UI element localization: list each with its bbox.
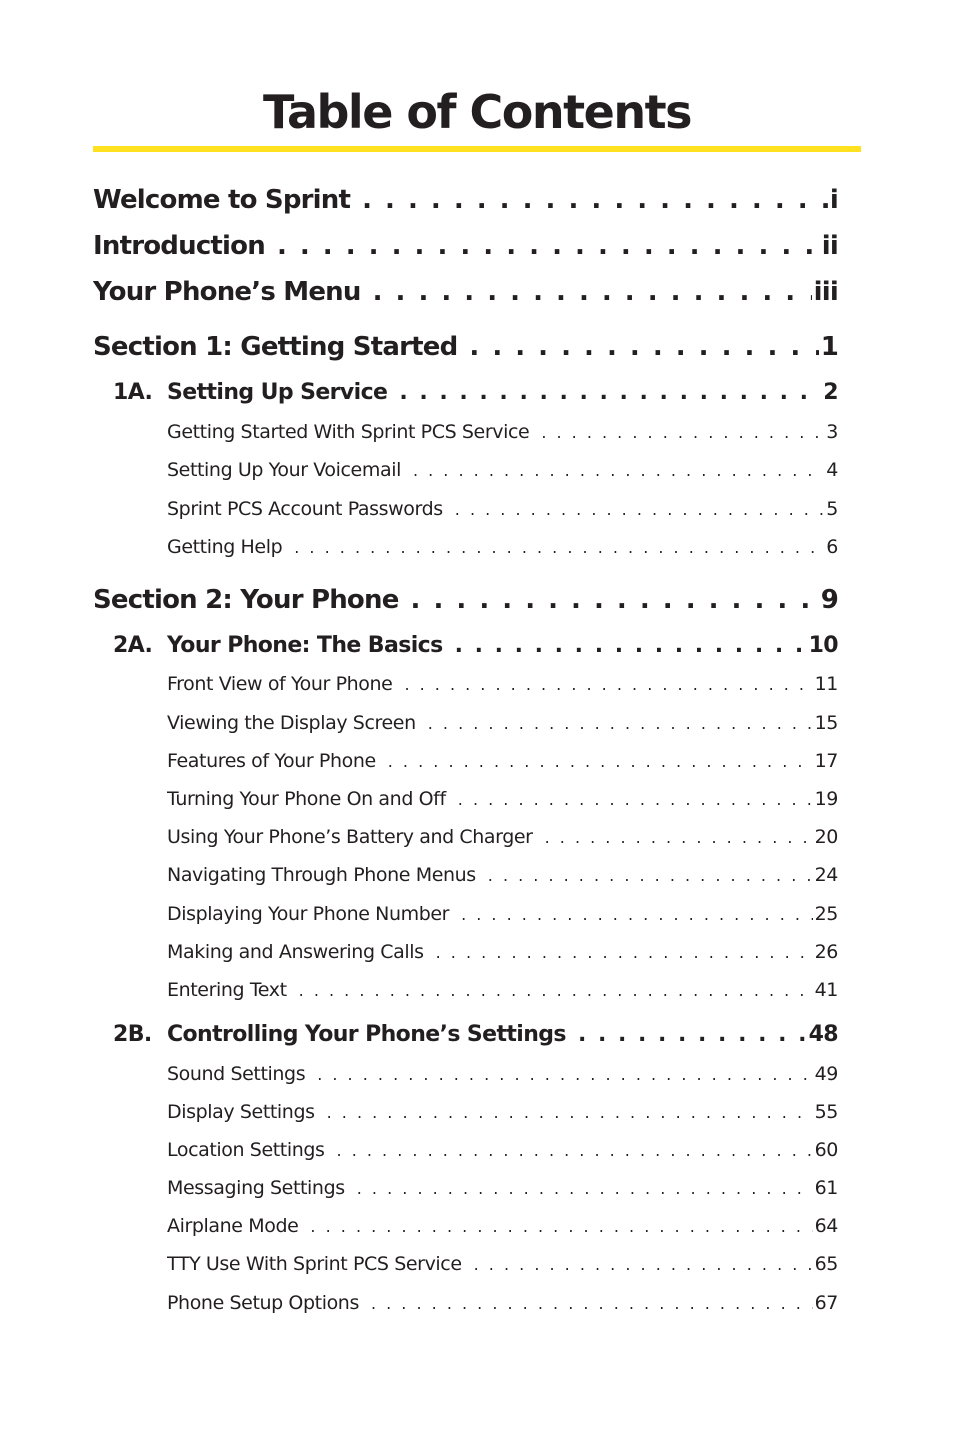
toc-entry-page: 48 — [808, 1022, 838, 1047]
toc-entry-welcome — [93, 185, 838, 215]
toc-entry-sub — [167, 673, 838, 695]
toc-entry-page: i — [829, 185, 838, 215]
toc-entry-label: Setting Up Your Voicemail — [167, 459, 401, 481]
toc-leader-dots — [371, 1294, 813, 1313]
toc-entry-section-1 — [93, 332, 838, 362]
toc-entry-page: 19 — [814, 788, 838, 810]
toc-entry-page: 1 — [820, 332, 838, 362]
toc-leader-dots — [317, 1065, 812, 1084]
toc-leader-dots — [399, 380, 821, 405]
toc-entry-sub — [167, 1253, 838, 1275]
toc-leader-dots — [545, 828, 813, 847]
page-title: Table of Contents — [263, 85, 691, 139]
toc-entry-sub — [167, 979, 838, 1001]
toc-entry-page: 55 — [814, 1101, 838, 1123]
toc-entry-prefix: 2B. — [113, 1022, 152, 1047]
toc-leader-dots — [277, 231, 820, 261]
toc-entry-label: Your Phone’s Menu — [93, 277, 361, 307]
toc-entry-sub — [167, 1063, 838, 1085]
toc-entry-sub — [167, 826, 838, 848]
toc-entry-label: Section 1: Getting Started — [93, 332, 458, 362]
toc-leader-dots — [428, 714, 813, 733]
toc-entry-page: 4 — [826, 459, 838, 481]
toc-entry-label: Front View of Your Phone — [167, 673, 393, 695]
toc-entry-page: 24 — [814, 864, 838, 886]
toc-entry-sub — [167, 750, 838, 772]
toc-entry-label: Using Your Phone’s Battery and Charger — [167, 826, 533, 848]
toc-entry-sub — [167, 1139, 838, 1161]
toc-leader-dots — [578, 1022, 807, 1047]
toc-leader-dots — [404, 675, 812, 694]
toc-entry-sub — [167, 498, 838, 520]
toc-entry-1a — [113, 380, 838, 405]
toc-entry-label: Entering Text — [167, 979, 287, 1001]
toc-entry-page: 67 — [814, 1292, 838, 1314]
toc-entry-page: 6 — [826, 536, 838, 558]
toc-entry-page: 11 — [814, 673, 838, 695]
toc-entry-label: Sprint PCS Account Passwords — [167, 498, 443, 520]
toc-leader-dots — [458, 790, 813, 809]
toc-entry-page: 64 — [814, 1215, 838, 1237]
toc-entry-page: 17 — [814, 750, 838, 772]
toc-entry-label: Turning Your Phone On and Off — [167, 788, 446, 810]
toc-entry-label: Making and Answering Calls — [167, 941, 424, 963]
toc-leader-dots — [455, 500, 825, 519]
toc-entry-page: 41 — [814, 979, 838, 1001]
toc-entry-label: Welcome to Sprint — [93, 185, 351, 215]
toc-entry-2b — [113, 1022, 838, 1047]
toc-entry-sub — [167, 712, 838, 734]
toc-leader-dots — [411, 585, 819, 615]
toc-leader-dots — [474, 1255, 813, 1274]
toc-entry-sub — [167, 864, 838, 886]
toc-leader-dots — [461, 905, 813, 924]
toc-entry-page: 15 — [814, 712, 838, 734]
toc-entry-label: Getting Started With Sprint PCS Service — [167, 421, 530, 443]
toc-entry-page: 26 — [814, 941, 838, 963]
toc-entry-label: Display Settings — [167, 1101, 315, 1123]
toc-leader-dots — [294, 538, 824, 557]
toc-entry-section-2 — [93, 585, 838, 615]
toc-entry-page: 2 — [823, 380, 838, 405]
toc-entry-label: Viewing the Display Screen — [167, 712, 416, 734]
toc-entry-page: 49 — [814, 1063, 838, 1085]
toc-entry-prefix: 2A. — [113, 633, 153, 658]
toc-entry-sub — [167, 536, 838, 558]
toc-leader-dots — [469, 332, 818, 362]
toc-entry-label: Setting Up Service — [167, 380, 388, 405]
toc-leader-dots — [362, 185, 828, 215]
toc-entry-label: Phone Setup Options — [167, 1292, 359, 1314]
toc-leader-dots — [436, 943, 813, 962]
toc-entry-introduction — [93, 231, 838, 261]
toc-leader-dots — [413, 461, 824, 480]
toc-entry-label: Messaging Settings — [167, 1177, 345, 1199]
toc-entry-label: Features of Your Phone — [167, 750, 376, 772]
toc-entry-page: 10 — [808, 633, 838, 658]
toc-entry-sub — [167, 459, 838, 481]
toc-leader-dots — [357, 1179, 813, 1198]
toc-leader-dots — [455, 633, 807, 658]
toc-entry-label: Displaying Your Phone Number — [167, 903, 450, 925]
toc-leader-dots — [388, 752, 813, 771]
toc-entry-label: Getting Help — [167, 536, 283, 558]
toc-entry-sub — [167, 1215, 838, 1237]
toc-entry-sub — [167, 1292, 838, 1314]
toc-entry-label: TTY Use With Sprint PCS Service — [167, 1253, 462, 1275]
toc-entry-sub — [167, 941, 838, 963]
toc-entry-label: Controlling Your Phone’s Settings — [167, 1022, 566, 1047]
toc-entry-page: 61 — [814, 1177, 838, 1199]
toc-entry-page: 20 — [814, 826, 838, 848]
toc-leader-dots — [337, 1141, 813, 1160]
toc-entry-page: 60 — [814, 1139, 838, 1161]
toc-leader-dots — [327, 1103, 813, 1122]
toc-entry-page: 5 — [826, 498, 838, 520]
toc-entry-sub — [167, 1177, 838, 1199]
toc-entry-label: Introduction — [93, 231, 265, 261]
toc-leader-dots — [299, 981, 813, 1000]
toc-entry-label: Your Phone: The Basics — [167, 633, 443, 658]
toc-entry-prefix: 1A. — [113, 380, 153, 405]
toc-entry-page: ii — [821, 231, 838, 261]
title-underline — [93, 146, 861, 152]
toc-leader-dots — [373, 277, 812, 307]
toc-entry-page: 25 — [814, 903, 838, 925]
toc-entry-sub — [167, 1101, 838, 1123]
toc-entry-sub — [167, 903, 838, 925]
toc-entry-sub — [167, 788, 838, 810]
toc-entry-page: 9 — [820, 585, 838, 615]
toc-entry-label: Navigating Through Phone Menus — [167, 864, 476, 886]
toc-entry-page: 3 — [826, 421, 838, 443]
toc-entry-label: Sound Settings — [167, 1063, 306, 1085]
toc-entry-label: Airplane Mode — [167, 1215, 299, 1237]
toc-leader-dots — [541, 423, 824, 442]
toc-entry-phones-menu — [93, 277, 838, 307]
toc-entry-page: 65 — [814, 1253, 838, 1275]
toc-entry-2a — [113, 633, 838, 658]
toc-entry-label: Location Settings — [167, 1139, 325, 1161]
toc-entry-label: Section 2: Your Phone — [93, 585, 399, 615]
toc-leader-dots — [488, 866, 813, 885]
toc-entry-sub — [167, 421, 838, 443]
toc-leader-dots — [310, 1217, 812, 1236]
toc-entry-page: iii — [813, 277, 838, 307]
